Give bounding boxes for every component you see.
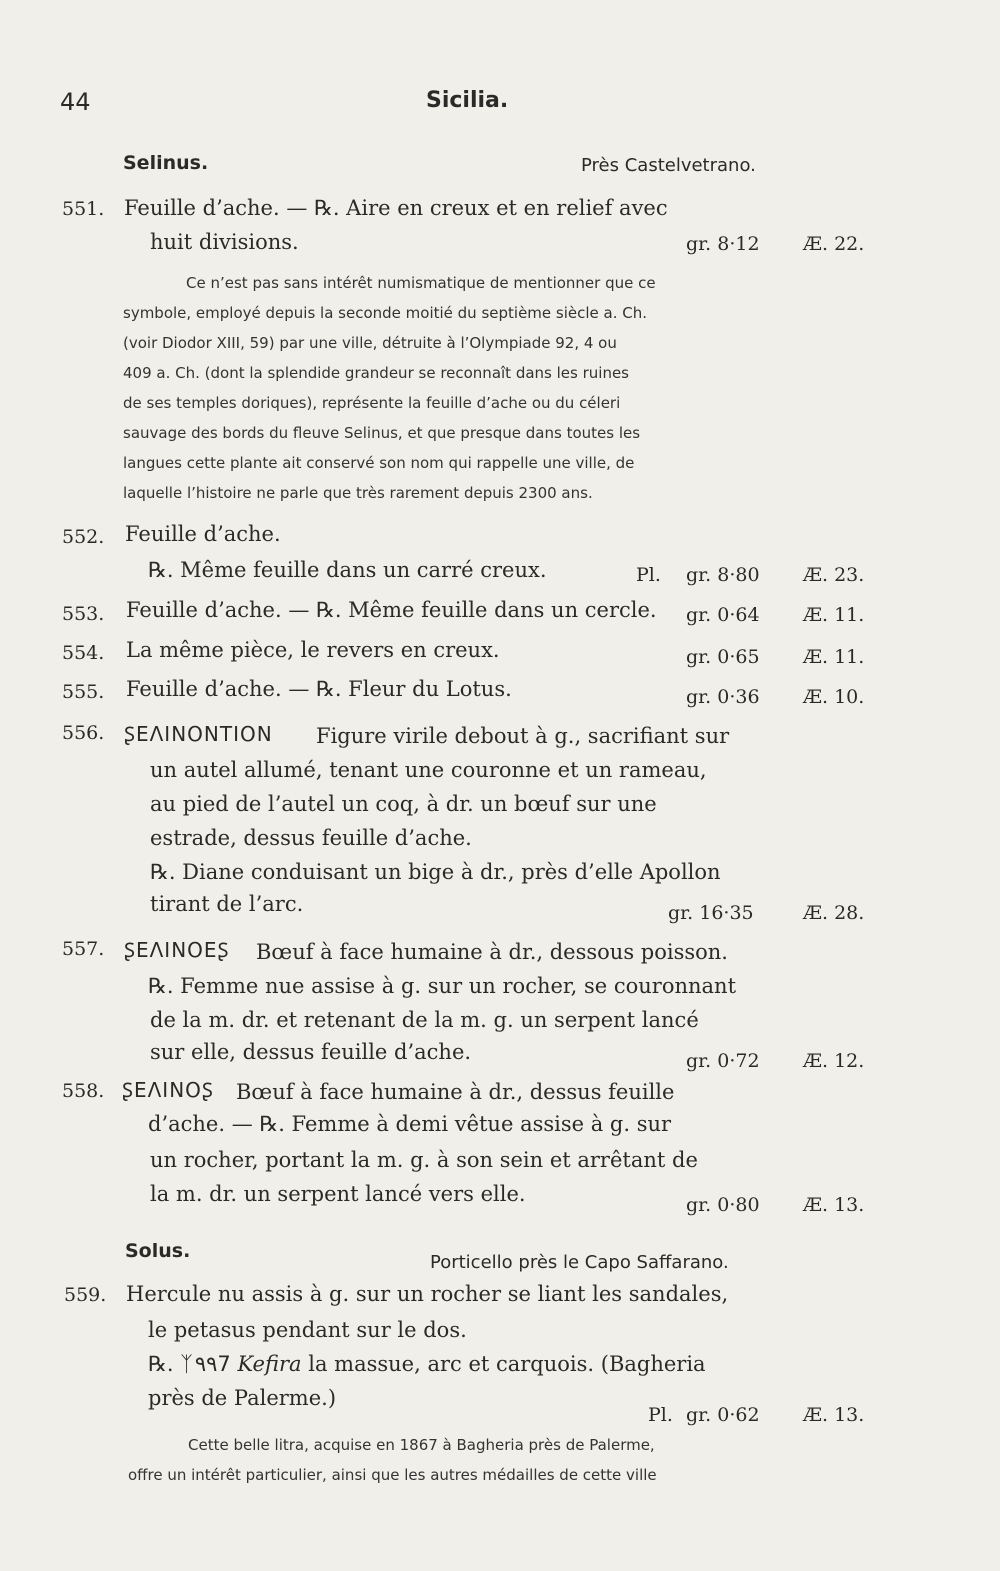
entry-line: ℞. Diane conduisant un bige à dr., près d’elle Apollon: [150, 860, 721, 884]
entry-line: La même pièce, le revers en creux.: [126, 638, 500, 662]
running-head: Sicilia.: [426, 88, 509, 113]
metal-size: Æ. 11.: [803, 646, 865, 668]
note-line: offre un intérêt particulier, ainsi que les autres médailles de cette ville: [128, 1466, 657, 1484]
entry-line: estrade, dessus feuille d’ache.: [150, 826, 472, 850]
coin-inscription: ꟅΕΛΙΝΟΕꟅ: [124, 938, 230, 962]
entry-line: Bœuf à face humaine à dr., dessus feuille: [236, 1080, 675, 1104]
note-line: (voir Diodor XIII, 59) par une ville, détruite à l’Olympiade 92, 4 ou: [123, 334, 617, 352]
entry-line: Feuille d’ache. — ℞. Fleur du Lotus.: [126, 677, 512, 701]
metal-size: Æ. 13.: [803, 1194, 865, 1216]
entry-number: 553.: [62, 603, 105, 625]
note-line: de ses temples doriques), représente la feuille d’ache ou du céleri: [123, 394, 621, 412]
entry-line: Feuille d’ache. — ℞. Même feuille dans un cercle.: [126, 598, 657, 622]
entry-line: de la m. dr. et retenant de la m. g. un serpent lancé: [150, 1008, 699, 1032]
section-location-solus: Porticello près le Capo Saffarano.: [430, 1252, 729, 1273]
entry-line: près de Palerme.): [148, 1386, 337, 1410]
entry-line: Feuille d’ache. — ℞. Aire en creux et en relief avec: [124, 196, 668, 220]
note-line: 409 a. Ch. (dont la splendide grandeur se reconnaît dans les ruines: [123, 364, 630, 382]
entry-line: d’ache. — ℞. Femme à demi vêtue assise à g. sur: [148, 1112, 672, 1136]
section-title-selinus: Selinus.: [123, 152, 209, 174]
entry-number: 552.: [62, 526, 105, 548]
reverse-mark: ℞.: [148, 1352, 174, 1376]
coin-weight: gr. 8·12: [686, 233, 760, 255]
entry-number: 559.: [64, 1284, 107, 1306]
entry-number: 556.: [62, 722, 105, 744]
entry-line: ℞. Femme nue assise à g. sur un rocher, se couronnant: [148, 974, 737, 998]
phoenician-inscription: ᛉ٩٩7: [180, 1352, 231, 1376]
note-line: laquelle l’histoire ne parle que très rarement depuis 2300 ans.: [123, 484, 593, 502]
inscription-transliteration: Kefira: [237, 1352, 302, 1376]
coin-weight: gr. 8·80: [686, 564, 760, 586]
metal-size: Æ. 11.: [803, 604, 865, 626]
metal-size: Æ. 12.: [803, 1050, 865, 1072]
entry-line: ℞. Même feuille dans un carré creux.: [148, 558, 547, 582]
coin-weight: gr. 0·36: [686, 686, 760, 708]
entry-line: huit divisions.: [150, 230, 299, 254]
metal-size: Æ. 10.: [803, 686, 865, 708]
note-line: sauvage des bords du fleuve Selinus, et que presque dans toutes les: [123, 424, 641, 442]
metal-size: Æ. 22.: [803, 233, 865, 255]
metal-size: Æ. 23.: [803, 564, 865, 586]
coin-inscription: ꟅΕΛΙΝΟΝΤΙΟΝ: [124, 722, 273, 746]
entry-reverse-line: [148, 1352, 706, 1376]
note-line: Ce n’est pas sans intérêt numismatique de mentionner que ce: [186, 274, 656, 292]
coin-weight: gr. 0·62: [686, 1404, 760, 1426]
entry-number: 551.: [62, 198, 105, 220]
section-title-solus: Solus.: [125, 1240, 191, 1262]
entry-number: 557.: [62, 938, 105, 960]
entry-line: sur elle, dessus feuille d’ache.: [150, 1040, 472, 1064]
reverse-description: la massue, arc et carquois. (Bagheria: [308, 1352, 706, 1376]
note-line: symbole, employé depuis la seconde moitié du septième siècle a. Ch.: [123, 304, 648, 322]
coin-inscription: ꟅΕΛΙΝΟꟅ: [122, 1078, 214, 1102]
coin-weight: gr. 16·35: [668, 902, 754, 924]
coin-weight: gr. 0·65: [686, 646, 760, 668]
entry-line: un rocher, portant la m. g. à son sein et arrêtant de: [150, 1148, 698, 1172]
entry-line: Bœuf à face humaine à dr., dessous poisson.: [256, 940, 728, 964]
plate-mark: Pl.: [636, 564, 661, 586]
entry-number: 558.: [62, 1080, 105, 1102]
entry-line: Figure virile debout à g., sacrifiant sur: [316, 724, 730, 748]
entry-number: 555.: [62, 681, 105, 703]
entry-line: tirant de l’arc.: [150, 892, 304, 916]
coin-weight: gr. 0·80: [686, 1194, 760, 1216]
section-location-selinus: Près Castelvetrano.: [581, 155, 756, 176]
entry-line: la m. dr. un serpent lancé vers elle.: [150, 1182, 526, 1206]
entry-line: le petasus pendant sur le dos.: [148, 1318, 467, 1342]
plate-mark: Pl.: [648, 1404, 673, 1426]
entry-number: 554.: [62, 642, 105, 664]
metal-size: Æ. 13.: [803, 1404, 865, 1426]
coin-weight: gr. 0·64: [686, 604, 760, 626]
entry-line: un autel allumé, tenant une couronne et un rameau,: [150, 758, 707, 782]
metal-size: Æ. 28.: [803, 902, 865, 924]
entry-line: Hercule nu assis à g. sur un rocher se liant les sandales,: [126, 1282, 729, 1306]
note-line: langues cette plante ait conservé son nom qui rappelle une ville, de: [123, 454, 635, 472]
entry-line: Feuille d’ache.: [125, 522, 281, 546]
note-line: Cette belle litra, acquise en 1867 à Bagheria près de Palerme,: [188, 1436, 655, 1454]
page-number: 44: [60, 88, 91, 116]
entry-line: au pied de l’autel un coq, à dr. un bœuf sur une: [150, 792, 657, 816]
coin-weight: gr. 0·72: [686, 1050, 760, 1072]
